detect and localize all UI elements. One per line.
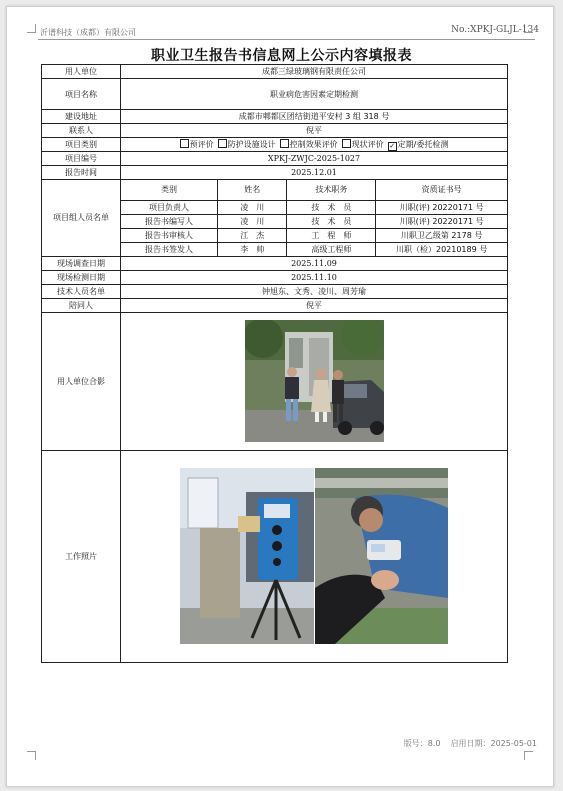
value-test-date: 2025.11.10 (121, 270, 508, 284)
value-project-name: 职业病危害因素定期检测 (121, 79, 508, 110)
value-report-time: 2025.12.01 (121, 166, 508, 180)
label-work-photos: 工作照片 (42, 450, 121, 662)
label-employer: 用人单位 (42, 65, 121, 79)
category-option[interactable]: 现状评价 (342, 140, 384, 149)
category-options (121, 138, 508, 152)
label-project-no: 项目编号 (42, 152, 121, 166)
table-row: 报告书审核人 江 杰 工 程 师 川职卫乙级第 2178 号 (121, 228, 507, 242)
label-test-date: 现场检测日期 (42, 270, 121, 284)
value-contact: 倪平 (121, 124, 508, 138)
corner-mark (27, 751, 36, 760)
work-photo-left (180, 468, 314, 644)
footer-version: 版号：8.0 (403, 739, 441, 748)
members-header: 类别 (121, 180, 218, 200)
corner-mark (27, 24, 36, 33)
work-photo-left-image (180, 468, 314, 644)
members-header: 姓名 (218, 180, 287, 200)
label-survey-date: 现场调查日期 (42, 256, 121, 270)
members-table (121, 180, 507, 256)
value-employer: 成都三绿玻璃钢有限责任公司 (121, 65, 508, 79)
table-row: 项目负责人 凌 川 技 术 员 川职(评) 20220171 号 (121, 200, 507, 214)
members-cell (121, 180, 508, 257)
category-option[interactable]: 控制效果评价 (280, 140, 338, 149)
label-project-name: 项目名称 (42, 79, 121, 110)
header-doc-number: No.:XPKJ-GLJL-134 (451, 25, 539, 35)
checkbox[interactable] (280, 139, 289, 148)
value-technicians: 钟旭东、文秀、凌川、周芳瑜 (121, 284, 508, 298)
members-header: 资质证书号 (376, 180, 507, 200)
label-group-photo: 用人单位合影 (42, 312, 121, 450)
corner-mark (524, 751, 533, 760)
work-photo-right (315, 468, 448, 644)
label-category: 项目类别 (42, 138, 121, 152)
members-header: 技术职务 (287, 180, 376, 200)
checkbox[interactable] (342, 139, 351, 148)
header-divider (38, 39, 535, 40)
label-contact: 联系人 (42, 124, 121, 138)
footer-effective-date: 启用日期：2025-05-01 (450, 739, 537, 748)
category-option[interactable]: 预评价 (180, 140, 214, 149)
checkbox-checked[interactable]: ✓ (389, 141, 396, 150)
table-row: 报告书签发人 李 帅 高级工程师 川职（检）20210189 号 (121, 242, 507, 256)
checkbox[interactable] (218, 139, 227, 148)
work-photo-right-image (315, 468, 448, 644)
page-title: 职业卫生报告书信息网上公示内容填报表 (151, 48, 412, 64)
value-survey-date: 2025.11.09 (121, 256, 508, 270)
group-photo (245, 320, 384, 442)
label-address: 建设地址 (42, 110, 121, 124)
work-photos-cell (121, 450, 508, 662)
group-photo-image (245, 320, 384, 442)
label-technicians: 技术人员名单 (42, 284, 121, 298)
label-report-time: 报告时间 (42, 166, 121, 180)
label-members: 项目组人员名单 (42, 180, 121, 257)
group-photo-cell (121, 312, 508, 450)
category-option[interactable]: ✓ 定期/委托检测 (389, 139, 449, 150)
category-option[interactable]: 防护设施设计 (218, 140, 276, 149)
value-project-no: XPKJ-ZWJC-2025-1027 (121, 152, 508, 166)
header-company: 沂谱科技（成都）有限公司 (40, 28, 136, 37)
form-table (41, 64, 508, 663)
table-row: 报告书编写人 凌 川 技 术 员 川职(评) 20220171 号 (121, 214, 507, 228)
checkbox[interactable] (180, 139, 189, 148)
value-companion: 倪平 (121, 298, 508, 312)
footer (394, 738, 537, 749)
label-companion: 陪同人 (42, 298, 121, 312)
value-address: 成都市郫都区团结街道平安村 3 组 318 号 (121, 110, 508, 124)
